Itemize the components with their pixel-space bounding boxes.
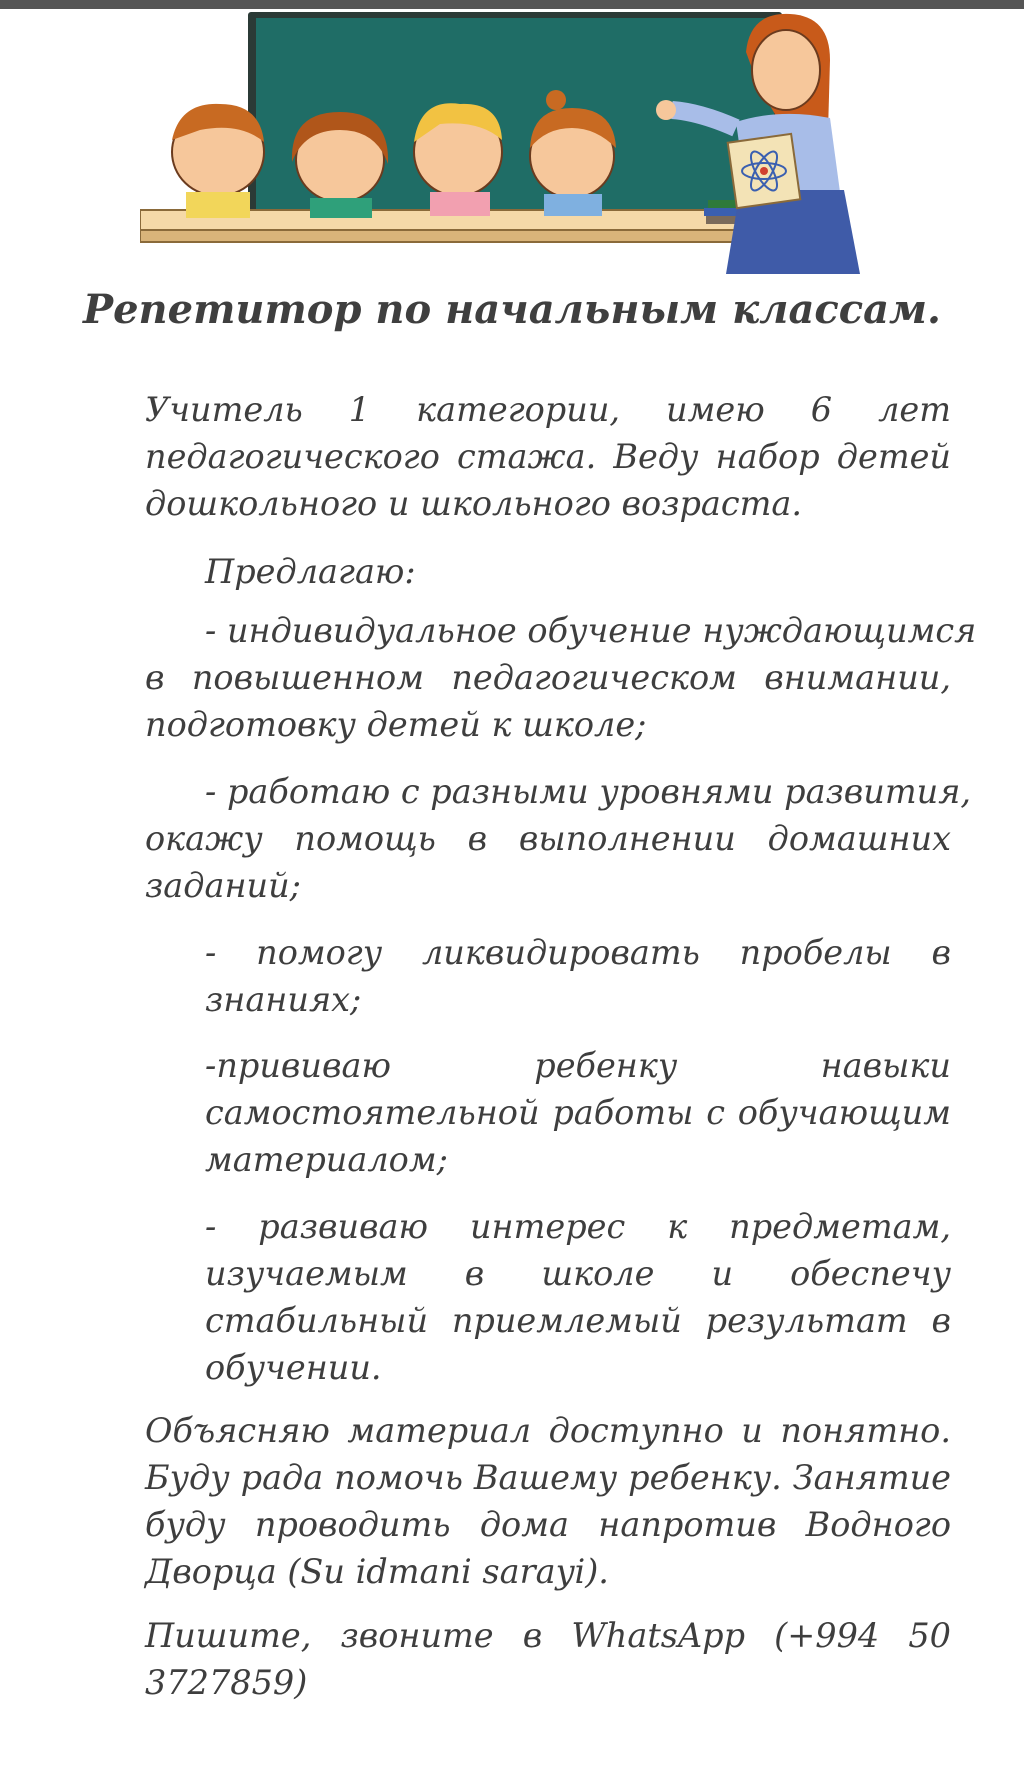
top-status-bar [0, 0, 1024, 9]
offer-item-line: -прививаю ребенку навыки [205, 1046, 951, 1085]
offer-item-line: изучаемым в школе и обеспечу [205, 1254, 951, 1293]
closing-line: Объясняю материал доступно и понятно. [145, 1411, 951, 1450]
contact-line: 3727859) [145, 1663, 308, 1702]
offer-item [205, 933, 951, 1030]
offer-item-line: заданий; [145, 866, 301, 905]
closing-paragraph [145, 1411, 951, 1602]
offer-item-line: - помогу ликвидировать пробелы в [205, 933, 951, 972]
offer-item-line: в повышенном педагогическом внимании, [145, 658, 951, 697]
closing-line: Дворца (Su idmani sarayi). [145, 1552, 609, 1591]
intro-line: Учитель 1 категории, имею 6 лет [145, 390, 951, 429]
flyer-title: Репетитор по начальным классам. [83, 286, 941, 333]
classroom-illustration [140, 12, 930, 274]
closing-line: Буду рада помочь Вашему ребенку. Занятие [145, 1458, 951, 1497]
offer-item [205, 1207, 951, 1398]
offer-item-line: самостоятельной работы с обучающим [205, 1093, 951, 1132]
intro-line: педагогического стажа. Веду набор детей [145, 437, 951, 476]
intro-line: дошкольного и школьного возраста. [145, 484, 803, 523]
offer-item-line: - работаю с разными уровнями развития, [205, 772, 972, 811]
offer-item [145, 611, 977, 755]
offer-item [205, 1046, 951, 1190]
offer-item-line: знаниях; [205, 980, 362, 1019]
offer-item-line: окажу помощь в выполнении домашних [145, 819, 951, 858]
offer-item-line: обучении. [205, 1348, 382, 1387]
contact-line: Пишите, звоните в WhatsApp (+994 50 [145, 1616, 951, 1655]
contact-paragraph [145, 1616, 951, 1713]
offer-heading: Предлагаю: [205, 552, 416, 591]
intro-paragraph [145, 390, 951, 534]
closing-line: буду проводить дома напротив Водного [145, 1505, 951, 1544]
offer-item-line: подготовку детей к школе; [145, 705, 647, 744]
offer-item-line: - развиваю интерес к предметам, [205, 1207, 951, 1246]
atom-card-icon [728, 134, 801, 208]
offer-item-line: - индивидуальное обучение нуждающимся [205, 611, 977, 650]
offer-item-line: материалом; [205, 1140, 448, 1179]
offer-item-line: стабильный приемлемый результат в [205, 1301, 951, 1340]
offer-item [145, 772, 972, 916]
